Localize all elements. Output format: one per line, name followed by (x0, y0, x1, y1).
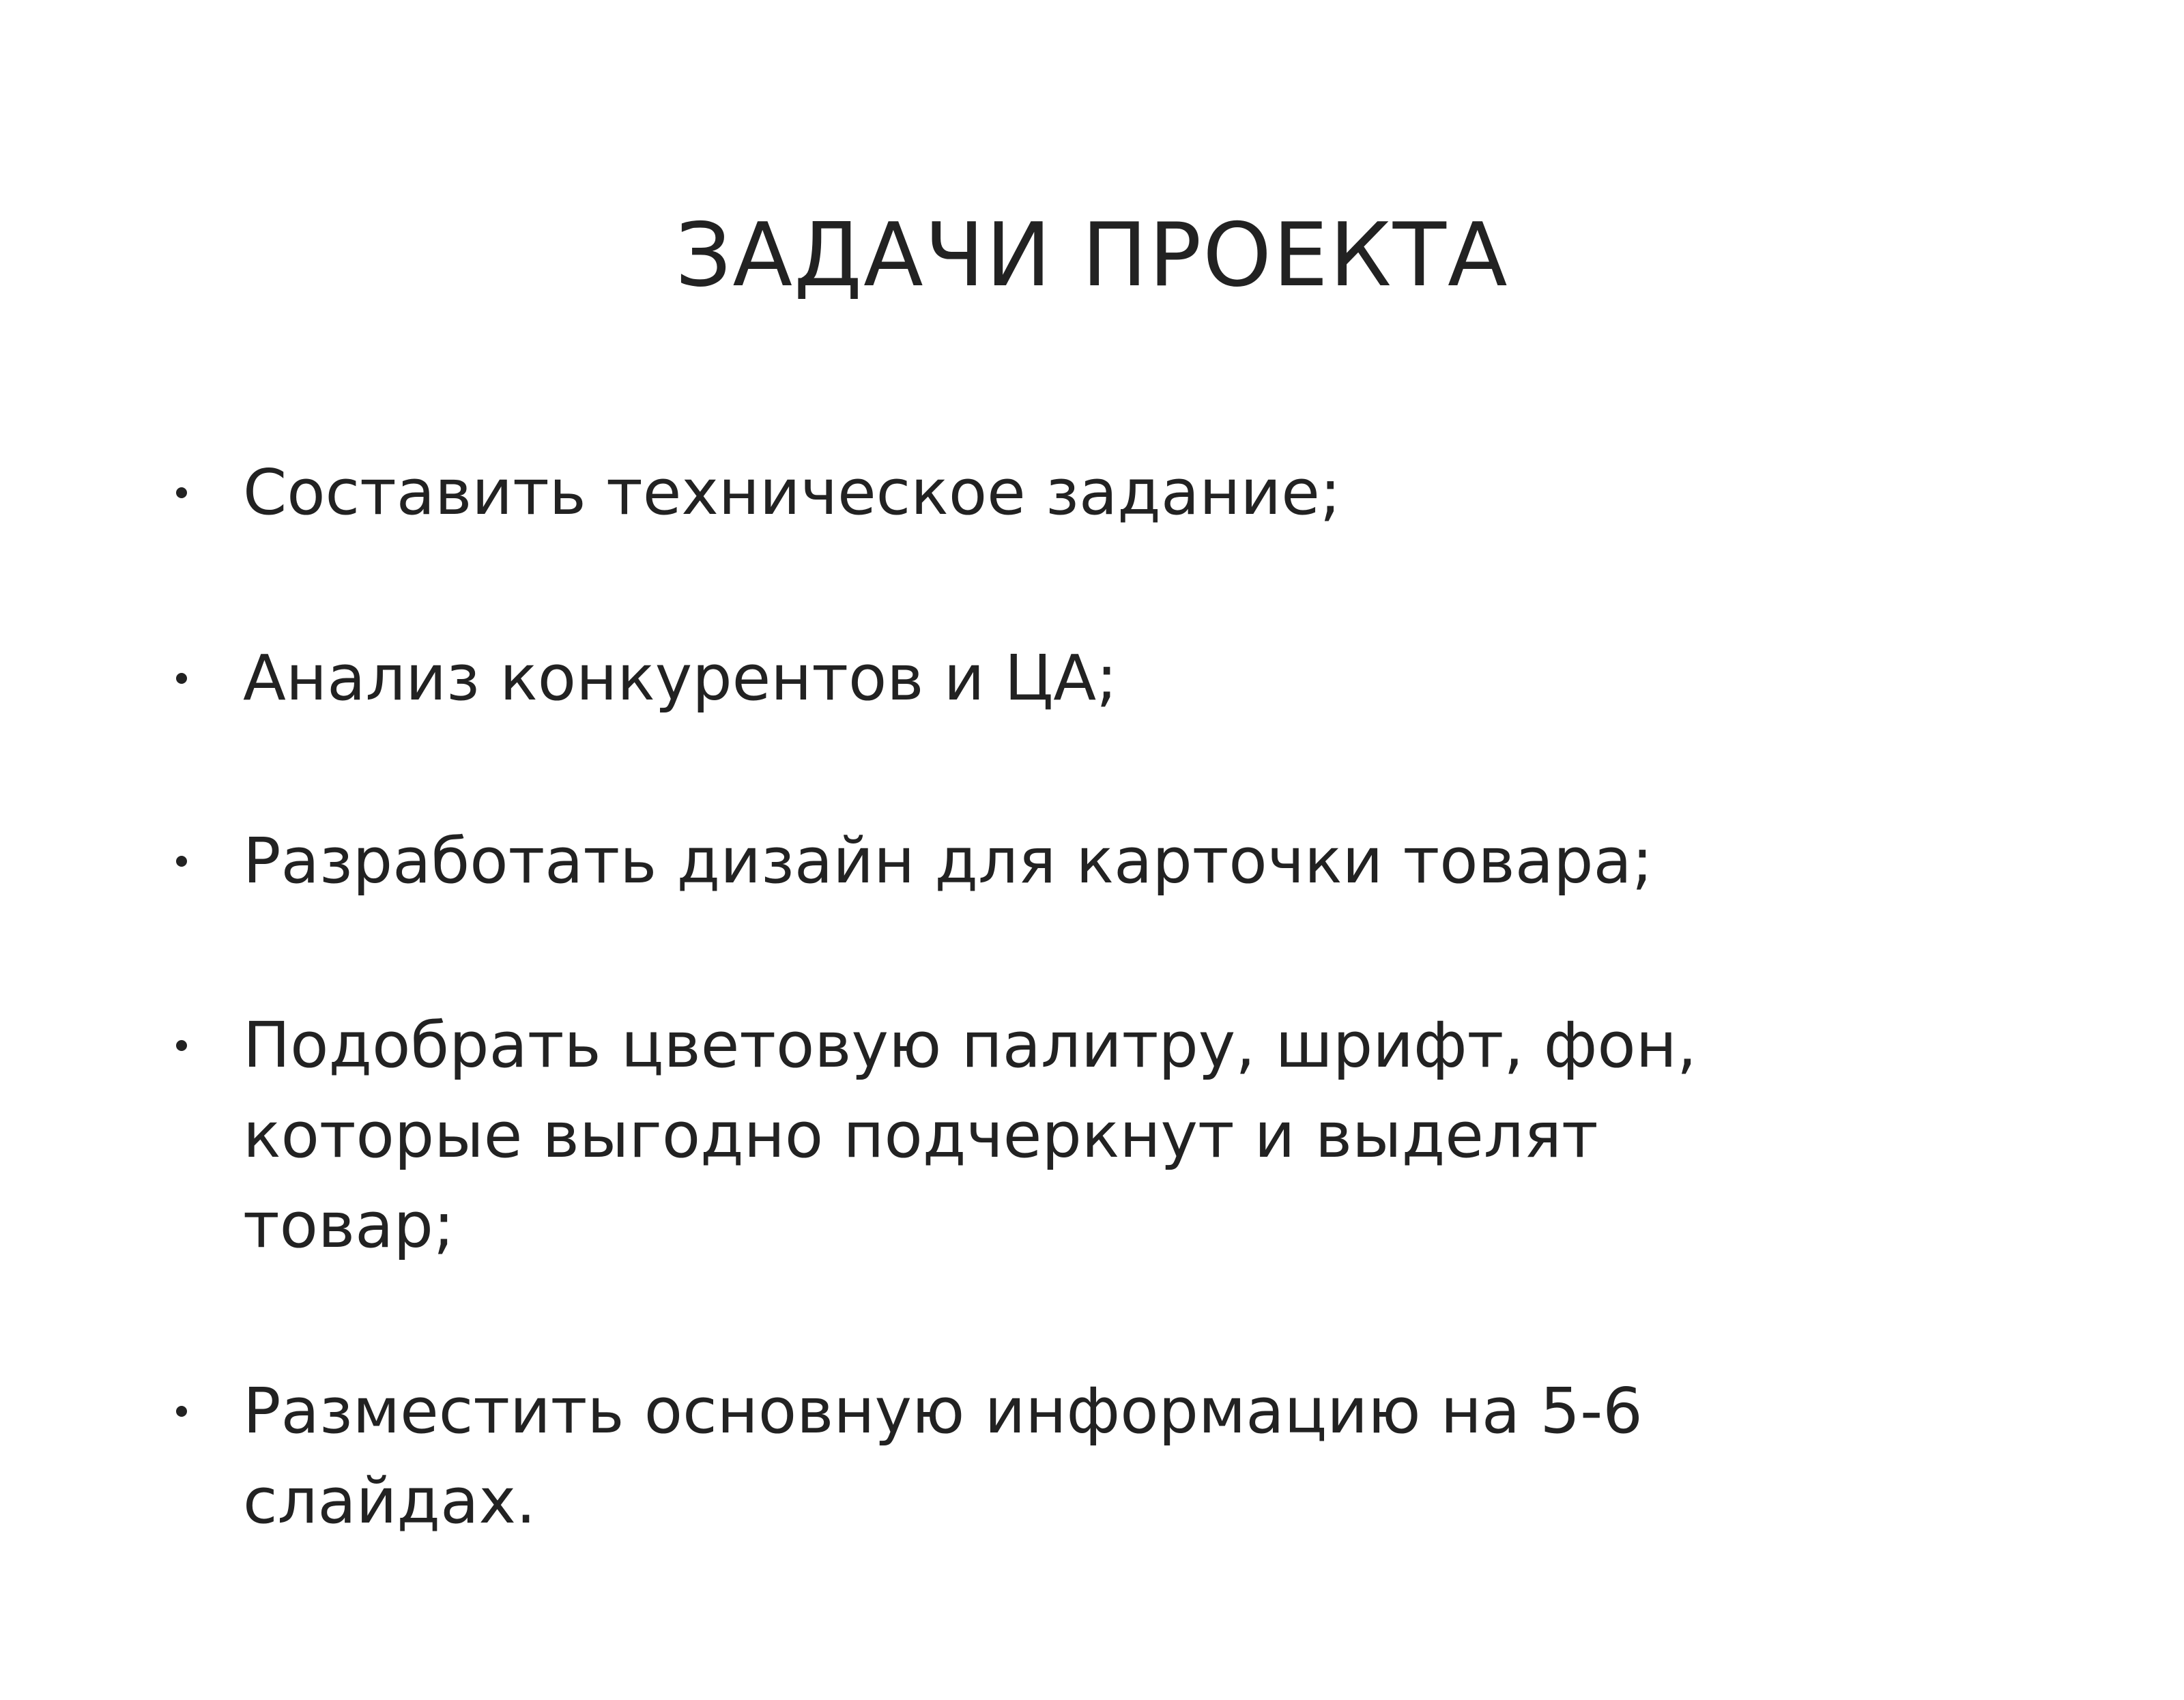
task-item (171, 448, 1945, 538)
bullet-icon (176, 856, 187, 867)
bullet-icon (176, 1040, 187, 1051)
slide-title: ЗАДАЧИ ПРОЕКТА (675, 205, 1509, 306)
task-text: Разместить основную информацию на 5-6 слайдах. (243, 1374, 1643, 1538)
task-text: Подобрать цветовую палитру, шрифт, фон, которые выгодно подчеркнут и выделят товар; (243, 1009, 1697, 1262)
task-item (171, 1366, 1945, 1546)
task-text: Разработать дизайн для карточки товара; (243, 824, 1653, 897)
bullet-icon (176, 673, 187, 684)
bullet-icon (176, 487, 187, 498)
task-text: Составить техническое задание; (243, 456, 1341, 529)
bullet-icon (176, 1406, 187, 1417)
task-item (171, 633, 1945, 723)
task-item (171, 1000, 1945, 1271)
task-text: Анализ конкурентов и ЦА; (243, 642, 1118, 715)
task-item (171, 816, 1945, 906)
